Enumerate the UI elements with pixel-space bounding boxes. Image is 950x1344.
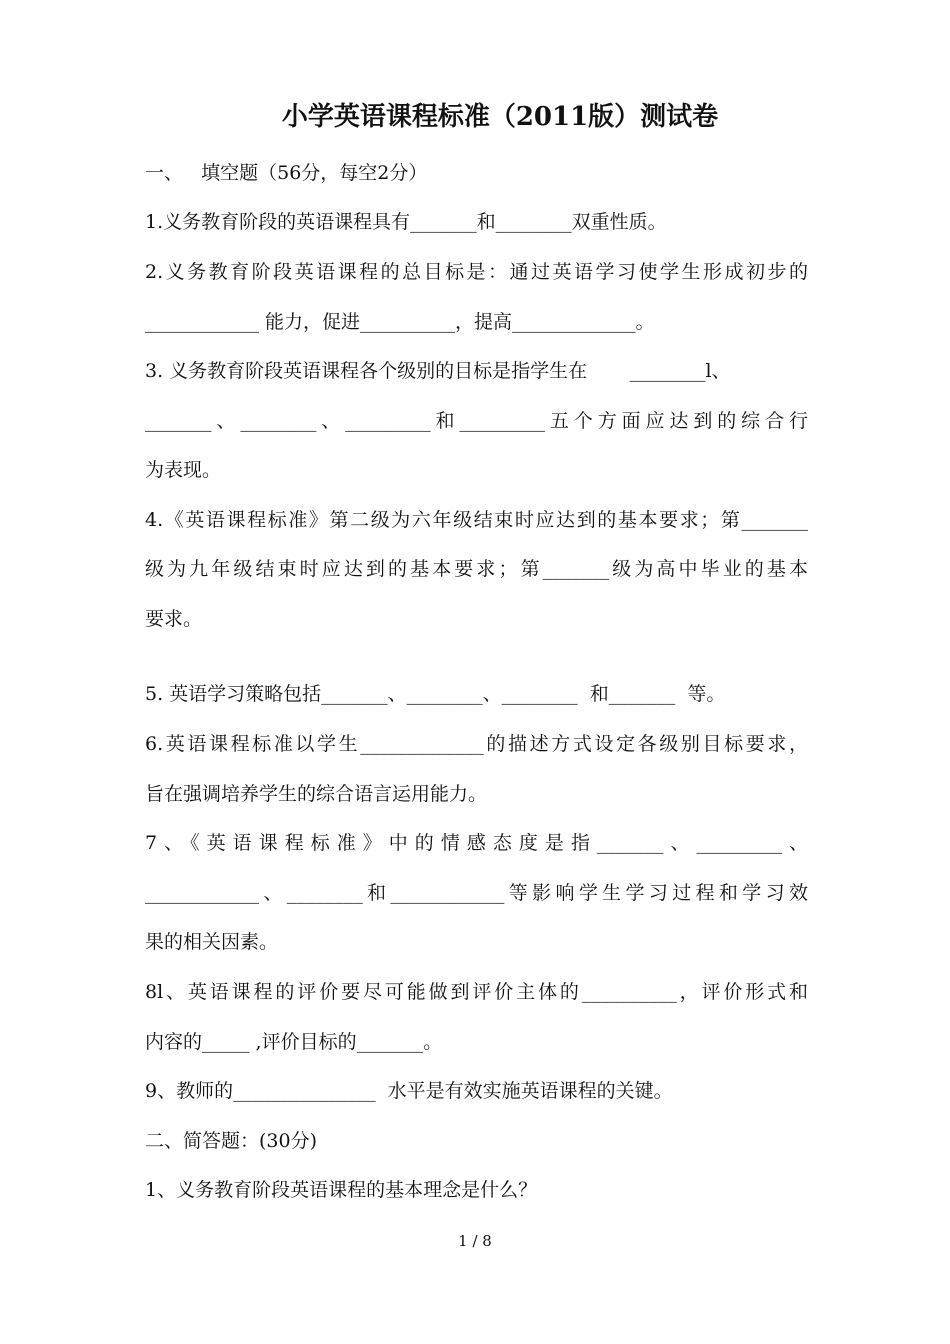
question-6-line-1: 6.英语课程标准以学生_____________的描述方式设定各级别目标要求， — [145, 733, 808, 755]
question-2-line-1: 2.义务教育阶段英语课程的总目标是：通过英语学习使学生形成初步的 — [145, 261, 808, 283]
page-number: 1 / 8 — [458, 1232, 492, 1250]
question-6-line-2: 旨在强调培养学生的综合语言运用能力。 — [145, 783, 488, 805]
section-2-question-1: 1、义务教育阶段英语课程的基本理念是什么？ — [145, 1179, 538, 1201]
question-8-line-1: 8l、英语课程的评价要尽可能做到评价主体的__________，评价形式和 — [145, 981, 808, 1003]
question-1-line: 1.义务教育阶段的英语课程具有_______和________双重性质。 — [145, 211, 667, 233]
question-3-line-3: 为表现。 — [145, 459, 222, 481]
question-8-line-2: 内容的_____ ,评价目标的_______。 — [145, 1031, 443, 1053]
question-9-line: 9、教师的_______________ 水平是有效实施英语课程的关键。 — [145, 1080, 673, 1102]
section-2-heading: 二、简答题：(30分) — [145, 1130, 318, 1152]
question-3-line-2: _______、________、_________和_________五个方面应达到的综合行 — [145, 410, 808, 432]
page-title: 小学英语课程标准（2011版）测试卷 — [281, 102, 719, 132]
question-4-line-2: 级为九年级结束时应达到的基本要求；第_______级为高中毕业的基本 — [145, 558, 808, 580]
question-2-line-2: ____________ 能力，促进__________，提高_____________。 — [145, 311, 655, 333]
section-1-heading: 一、 填空题（56分，每空2分） — [145, 162, 428, 184]
question-7-line-2: ____________、________和____________等影响学生学习过程和学习效 — [145, 882, 808, 904]
question-7-line-3: 果的相关因素。 — [145, 931, 279, 953]
question-4-line-1: 4.《英语课程标准》第二级为六年级结束时应达到的基本要求；第_______ — [145, 509, 808, 531]
question-4-line-3: 要求。 — [145, 608, 203, 630]
question-5-line: 5. 英语学习策略包括_______、________、________ 和_______ 等。 — [145, 683, 726, 705]
question-3-line-1: 3. 义务教育阶段英语课程各个级别的目标是指学生在 ________l、 — [145, 360, 731, 382]
question-7-line-1: 7、《英语课程标准》中的情感态度是指_______、_________、 — [145, 832, 808, 854]
